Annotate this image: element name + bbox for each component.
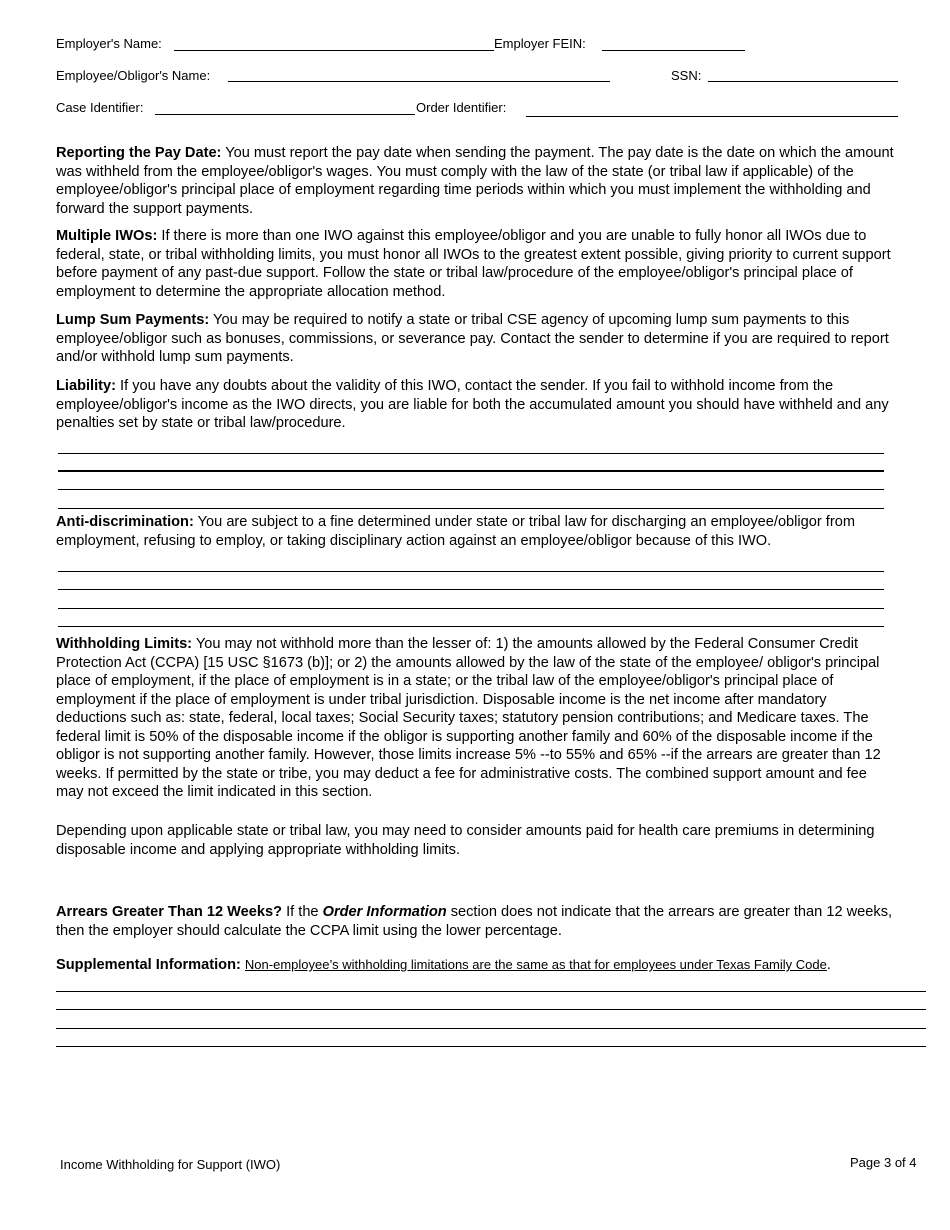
- case-identifier-label: Case Identifier:: [56, 100, 144, 115]
- anti-discrimination-text: You are subject to a fine determined under state or tribal law for discharging an employee/obligor from employment, refusing to employ, or taking disciplinary action against an employee/obligor because of this IWO.: [56, 514, 855, 549]
- supplemental-trailing: .: [826, 957, 831, 973]
- footer-form-title: Income Withholding for Support (IWO): [60, 1157, 281, 1172]
- lump-sum-paragraph: [56, 311, 896, 367]
- arrears-heading: Arrears Greater Than 12 Weeks?: [56, 904, 283, 920]
- health-care-paragraph: [56, 822, 896, 859]
- footer-page-number: Page 3 of 4: [850, 1155, 917, 1170]
- ssn-field[interactable]: [708, 81, 898, 82]
- blank-line[interactable]: [58, 453, 884, 454]
- arrears-text-after: section does not indicate that the arrears are greater than 12 weeks, then the employer should calculate the CCPA limit using the lower percentage.: [56, 904, 893, 939]
- blank-line[interactable]: [58, 508, 884, 509]
- employer-name-label: Employer's Name:: [56, 36, 162, 51]
- blank-line[interactable]: [56, 991, 926, 992]
- blank-line[interactable]: [56, 1028, 926, 1029]
- multiple-iwos-text: If there is more than one IWO against this employee/obligor and you are unable to fully honor all IWOs due to federal, state, or tribal withholding limits, you must honor all IWOs to the greatest extent possible, giving priority to current support before payment of any past-due support. Follow the state or tribal law/procedure of the employee/obligor's principal place of employment to determine the appropriate allocation method.: [56, 228, 891, 300]
- lump-sum-text: You may be required to notify a state or tribal CSE agency of upcoming lump sum payments to this employee/obligor such as bonuses, commissions, or severance pay. Contact the sender to determine if you are required to report and/or withhold lump sum payments.: [56, 312, 889, 365]
- employee-name-field[interactable]: [228, 81, 610, 82]
- blank-line[interactable]: [58, 626, 884, 627]
- supplemental-paragraph: [56, 956, 926, 975]
- supplemental-text[interactable]: Non-employee’s withholding limitations are the same as that for employees under Texas Family Code: [244, 957, 827, 972]
- blank-line[interactable]: [58, 589, 884, 590]
- blank-line[interactable]: [56, 1009, 926, 1010]
- arrears-text-before: If the: [282, 904, 323, 920]
- liability-text: If you have any doubts about the validity of this IWO, contact the sender. If you fail to withhold income from the employee/obligor's income as the IWO directs, you are liable for both the accumulated amount you should have withheld and any penalties set by state or tribal law/procedure.: [56, 378, 889, 431]
- employee-name-label: Employee/Obligor's Name:: [56, 68, 211, 83]
- blank-line[interactable]: [58, 608, 884, 609]
- multiple-iwos-heading: Multiple IWOs:: [56, 228, 158, 244]
- reporting-pay-date-text: You must report the pay date when sending the payment. The pay date is the date on which the amount was withheld from the employee/obligor's wages. You must comply with the law of the state (or tribal law if applicable) of the employee/obligor's principal place of employment regarding time periods within which you must implement the withholding and forward the support payments.: [56, 145, 894, 217]
- arrears-paragraph: [56, 903, 896, 940]
- liability-heading: Liability:: [56, 378, 116, 394]
- withholding-limits-heading: Withholding Limits:: [56, 636, 193, 652]
- blank-line[interactable]: [58, 489, 884, 490]
- case-identifier-field[interactable]: [155, 114, 415, 115]
- liability-paragraph: [56, 377, 896, 433]
- ssn-label: SSN:: [671, 68, 702, 83]
- employer-fein-label: Employer FEIN:: [494, 36, 586, 51]
- health-care-text: Depending upon applicable state or tribal law, you may need to consider amounts paid for health care premiums in determining disposable income and applying appropriate withholding limits.: [56, 823, 875, 858]
- employer-name-field[interactable]: [174, 50, 494, 51]
- anti-discrimination-heading: Anti-discrimination:: [56, 514, 194, 530]
- blank-line[interactable]: [58, 571, 884, 572]
- order-identifier-label: Order Identifier:: [416, 100, 507, 115]
- supplemental-heading: Supplemental Information:: [56, 957, 241, 973]
- reporting-pay-date-heading: Reporting the Pay Date:: [56, 145, 222, 161]
- reporting-pay-date-paragraph: [56, 144, 896, 218]
- order-identifier-field[interactable]: [526, 116, 898, 117]
- employer-fein-field[interactable]: [602, 50, 745, 51]
- multiple-iwos-paragraph: [56, 227, 896, 301]
- withholding-limits-text: You may not withhold more than the lesser of: 1) the amounts allowed by the Federal Consumer Credit Protection Act (CCPA) [15 USC §1673 (b)]; or 2) the amounts allowed by the law of the state of the employee/ obligor's principal place of employment, if the place of employment is in a state; or the tribal law of the employee/obligor's principal place of employment if the place of employment is under tribal jurisdiction. Disposable income is the net income after mandatory deductions such as: state, federal, local taxes; Social Security taxes; statutory pension contributions; and Medicare taxes. The federal limit is 50% of the disposable income if the obligor is supporting another family and 60% of the disposable income if the obligor is not supporting another family. However, those limits increase 5% --to 55% and 65% --if the arrears are greater than 12 weeks. If permitted by the state or tribe, you may deduct a fee for administrative costs. The combined support amount and fee may not exceed the limit indicated in this section.: [56, 636, 881, 800]
- anti-discrimination-paragraph: [56, 513, 896, 550]
- blank-line[interactable]: [58, 470, 884, 472]
- blank-line[interactable]: [56, 1046, 926, 1047]
- lump-sum-heading: Lump Sum Payments:: [56, 312, 210, 328]
- arrears-emphasis: Order Information: [322, 904, 447, 920]
- withholding-limits-paragraph: [56, 635, 896, 802]
